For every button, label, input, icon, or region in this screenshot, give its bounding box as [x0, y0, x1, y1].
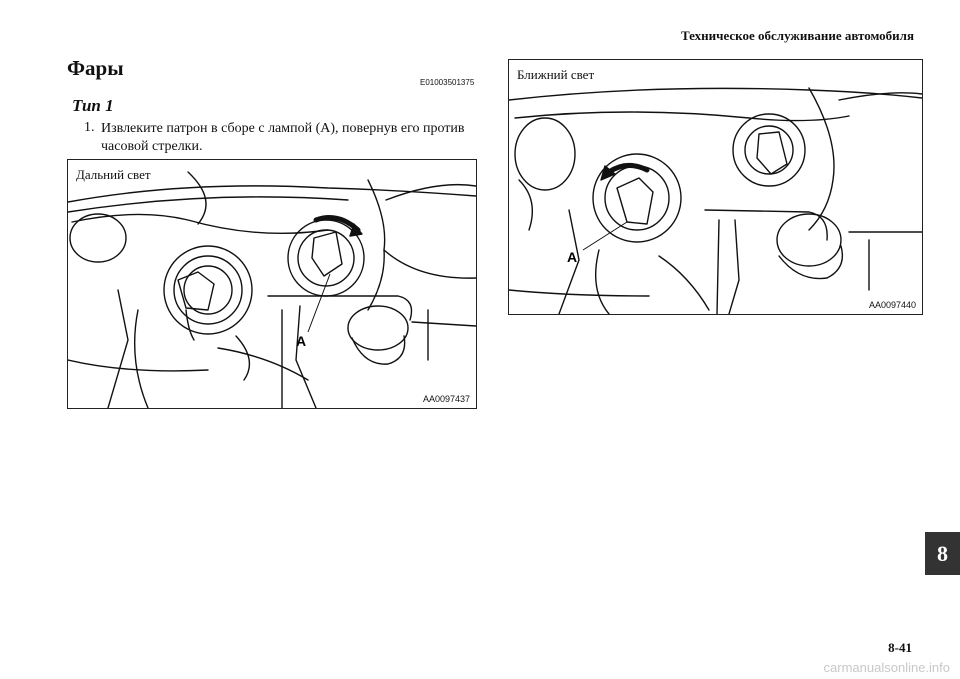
figure-code: AA0097440 — [868, 300, 916, 310]
figure-high-beam — [67, 159, 477, 409]
figure-label: Дальний свет — [76, 167, 151, 182]
step-text: Извлеките патрон в сборе с лампой (A), повернув его против часовой стрелки. — [101, 121, 465, 154]
chapter-tab: 8 — [925, 532, 960, 575]
figure-low-beam — [508, 59, 923, 315]
figure-label: Ближний свет — [517, 67, 595, 82]
section-code: E01003501375 — [420, 78, 475, 87]
low-beam-illustration — [509, 60, 922, 314]
callout-a: A — [296, 333, 307, 349]
high-beam-illustration — [68, 160, 476, 408]
figure-code: AA0097437 — [422, 394, 470, 404]
callout-a: A — [567, 249, 578, 265]
watermark: carmanualsonline.info — [823, 660, 950, 675]
section-title: Фары — [67, 56, 124, 80]
chapter-title: Техническое обслуживание автомобиля — [680, 28, 914, 43]
step-number: 1. — [84, 120, 95, 135]
page-number: 8-41 — [888, 640, 912, 655]
subsection-title: Тип 1 — [72, 96, 114, 115]
